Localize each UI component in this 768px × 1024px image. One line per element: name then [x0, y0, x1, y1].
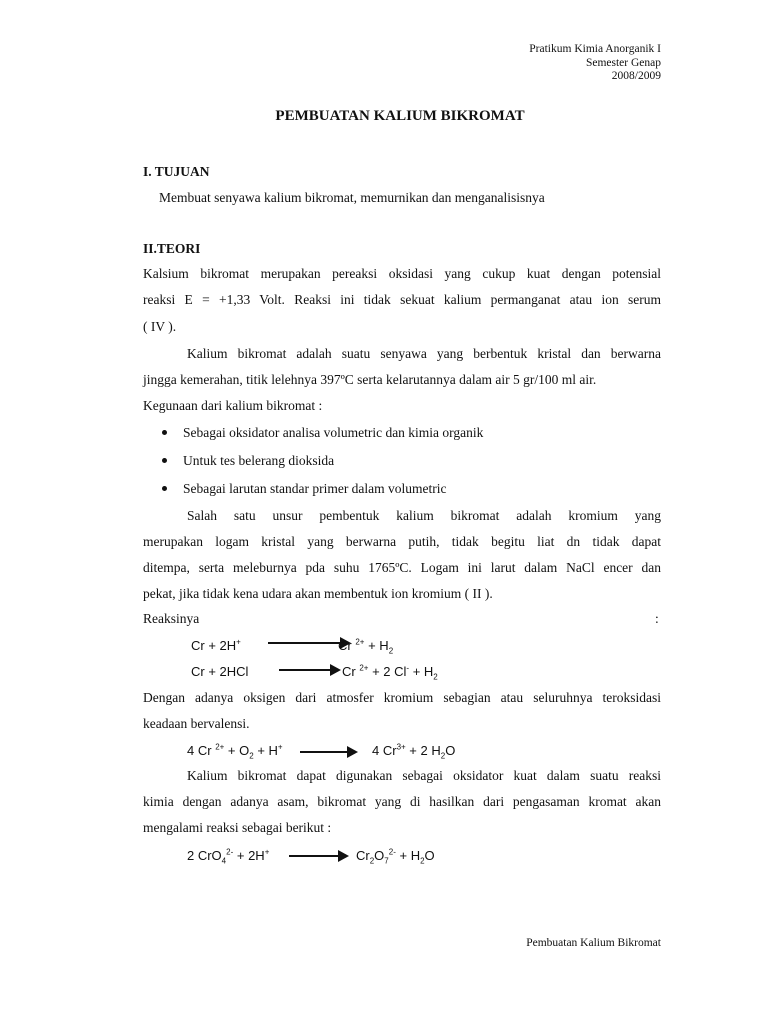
list-item: [162, 453, 334, 469]
tujuan-text: Membuat senyawa kalium bikromat, memurnikan dan menganalisisnya: [159, 190, 545, 205]
equation-2-products: Cr $^{2+}$ + 2 $Cl^- + H_2$: [342, 663, 438, 682]
bullet-icon: [162, 486, 167, 491]
kegunaan-label: Kegunaan dari kalium bikromat :: [143, 398, 323, 413]
header-year: 2008/2009: [611, 70, 661, 82]
equation-1-reactants: Cr + 2H+: [191, 637, 241, 653]
equation-3-products: 4 $Cr^{3+} + 2$ $H_2O$: [372, 742, 456, 761]
equation-1-products: Cr $^{2+} + H_2$: [338, 637, 394, 656]
paragraph-line: Salah satu unsur pembentuk kalium bikromat adalah kromium yang: [187, 508, 661, 523]
equation-3-reactants: 4 Cr $^{2+} + O_2 + H^+$: [187, 742, 283, 761]
paragraph-line: Kalium bikromat dapat digunakan sebagai oksidator kuat dalam suatu reaksi: [187, 768, 661, 783]
document-title: PEMBUATAN KALIUM BIKROMAT: [275, 108, 525, 124]
equation-4-reactants: 2 CrO$_4^{2-}$ + 2H+: [187, 847, 270, 866]
paragraph-line: pekat, jika tidak kena udara akan membentuk ion kromium ( II ).: [143, 586, 493, 601]
paragraph-line: ( IV ).: [143, 319, 177, 334]
list-item-text: Sebagai oksidator analisa volumetric dan kimia organik: [183, 425, 484, 440]
paragraph-line: merupakan logam kristal yang berwarna putih, tidak begitu liat dn tidak dapat: [143, 534, 661, 549]
paragraph-line: Kalsium bikromat merupakan pereaksi oksidasi yang cukup kuat dengan potensial: [143, 266, 661, 281]
section-heading-tujuan: I. TUJUAN: [143, 164, 210, 179]
paragraph-line: Kalium bikromat adalah suatu senyawa yang berbentuk kristal dan berwarna: [187, 346, 661, 361]
list-item-text: Untuk tes belerang dioksida: [183, 453, 335, 468]
bullet-icon: [162, 458, 167, 463]
section-heading-teori: II.TEORI: [143, 241, 201, 256]
reaksinya-colon: :: [655, 611, 659, 626]
reaction-arrow-icon: [289, 850, 349, 862]
reaksinya-label: Reaksinya: [143, 611, 200, 626]
list-item: [162, 425, 483, 441]
page-header: [529, 43, 661, 84]
paragraph-line: kimia dengan adanya asam, bikromat yang di hasilkan dari pengasaman kromat akan: [143, 794, 661, 809]
paragraph-line: jingga kemerahan, titik lelehnya 397ºC serta kelarutannya dalam air 5 gr/100 ml air.: [143, 372, 597, 387]
header-course: Pratikum Kimia Anorganik I: [529, 43, 661, 55]
paragraph-line: keadaan bervalensi.: [143, 716, 250, 731]
page-footer: Pembuatan Kalium Bikromat: [526, 937, 661, 949]
reaction-arrow-icon: [300, 746, 358, 758]
reaction-arrow-icon: [279, 664, 341, 676]
list-item: [162, 481, 447, 497]
paragraph-line: reaksi E = +1,33 Volt. Reaksi ini tidak sekuat kalium permanganat atau ion serum: [143, 292, 661, 307]
equation-2-reactants: Cr + 2HCl: [191, 664, 249, 679]
bullet-icon: [162, 430, 167, 435]
equation-4-products: $Cr_2O_7^{2-} + H_2O$: [356, 847, 435, 866]
paragraph-line: ditempa, serta meleburnya pda suhu 1765ºC. Logam ini larut dalam NaCl encer dan: [143, 560, 661, 575]
paragraph-line: mengalami reaksi sebagai berikut :: [143, 820, 332, 835]
paragraph-line: Dengan adanya oksigen dari atmosfer kromium sebagian atau seluruhnya teroksidasi: [143, 690, 661, 705]
list-item-text: Sebagai larutan standar primer dalam volumetric: [183, 481, 447, 496]
header-semester: Semester Genap: [585, 56, 661, 69]
